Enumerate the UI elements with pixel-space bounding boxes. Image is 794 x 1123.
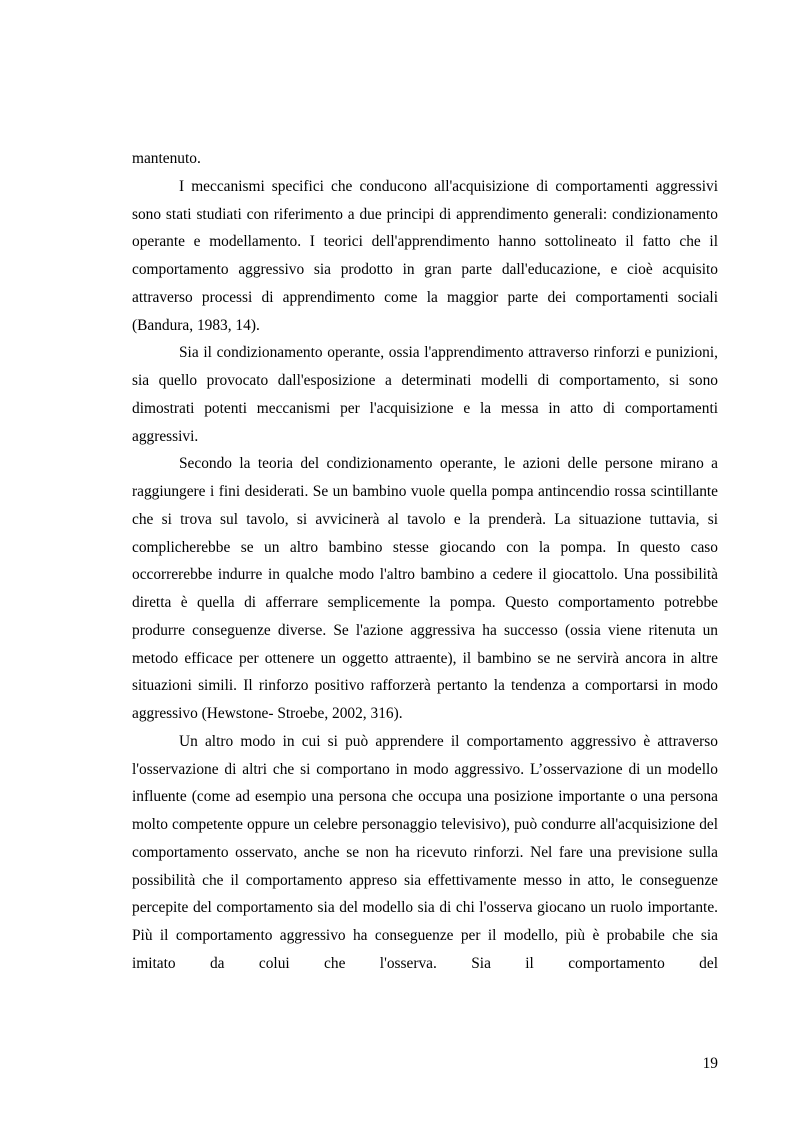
body-text [132,145,718,978]
paragraph-operant-conditioning-theory: Secondo la teoria del condizionamento operante, le azioni delle persone mirano a raggiungere i fini desiderati. Se un bambino vuole quella pompa antincendio rossa scintillante che si trova sul tavolo, si avvicinerà al tavolo e la prenderà. La situazione tuttavia, si complicherebbe se un altro bambino stesse giocando con la pompa. In questo caso occorrerebbe indurre in qualche modo l'altro bambino a cedere il giocattolo. Una possibilità diretta è quella di afferrare semplicemente la pompa. Questo comportamento potrebbe produrre conseguenze diverse. Se l'azione aggressiva ha successo (ossia viene ritenuta un metodo efficace per ottenere un oggetto attraente), il bambino se ne servirà ancora in altre situazioni simili. Il rinforzo positivo rafforzerà pertanto la tendenza a comportarsi in modo aggressivo (Hewstone- Stroebe, 2002, 316). [132,455,718,722]
paragraph-learning-mechanisms: I meccanismi specifici che conducono all'acquisizione di comportamenti aggressivi sono stati studiati con riferimento a due principi di apprendimento generali: condizionamento operante e modellamento. I teorici dell'apprendimento hanno sottolineato il fatto che il comportamento aggressivo sia prodotto in gran parte dall'educazione, e cioè acquisito attraverso processi di apprendimento come la maggior parte dei comportamenti sociali (Bandura, 1983, 14). [132,177,718,334]
paragraph-operant-conditioning-and-modeling: Sia il condizionamento operante, ossia l'apprendimento attraverso rinforzi e punizioni, sia quello provocato dall'esposizione a determinati modelli di comportamento, si sono dimostrati potenti meccanismi per l'acquisizione e la messa in atto di comportamenti aggressivi. [132,344,718,445]
paragraph-continuation: mantenuto. [132,150,201,167]
paragraph-observational-learning: Un altro modo in cui si può apprendere il comportamento aggressivo è attraverso l'osservazione di altri che si comportano in modo aggressivo. L’osservazione di un modello influente (come ad esempio una persona che occupa una posizione importante o una persona molto competente oppure un celebre personaggio televisivo), può condurre all'acquisizione del comportamento osservato, anche se non ha ricevuto rinforzi. Nel fare una previsione sulla possibilità che il comportamento appreso sia effettivamente messo in atto, le conseguenze percepite del comportamento sia del modello sia di chi l'osserva giocano un ruolo importante. Più il comportamento aggressivo ha conseguenze per il modello, più è probabile che sia imitato da colui che l'osserva. Sia il comportamento del [132,732,718,972]
page-number: 19 [702,1055,718,1072]
